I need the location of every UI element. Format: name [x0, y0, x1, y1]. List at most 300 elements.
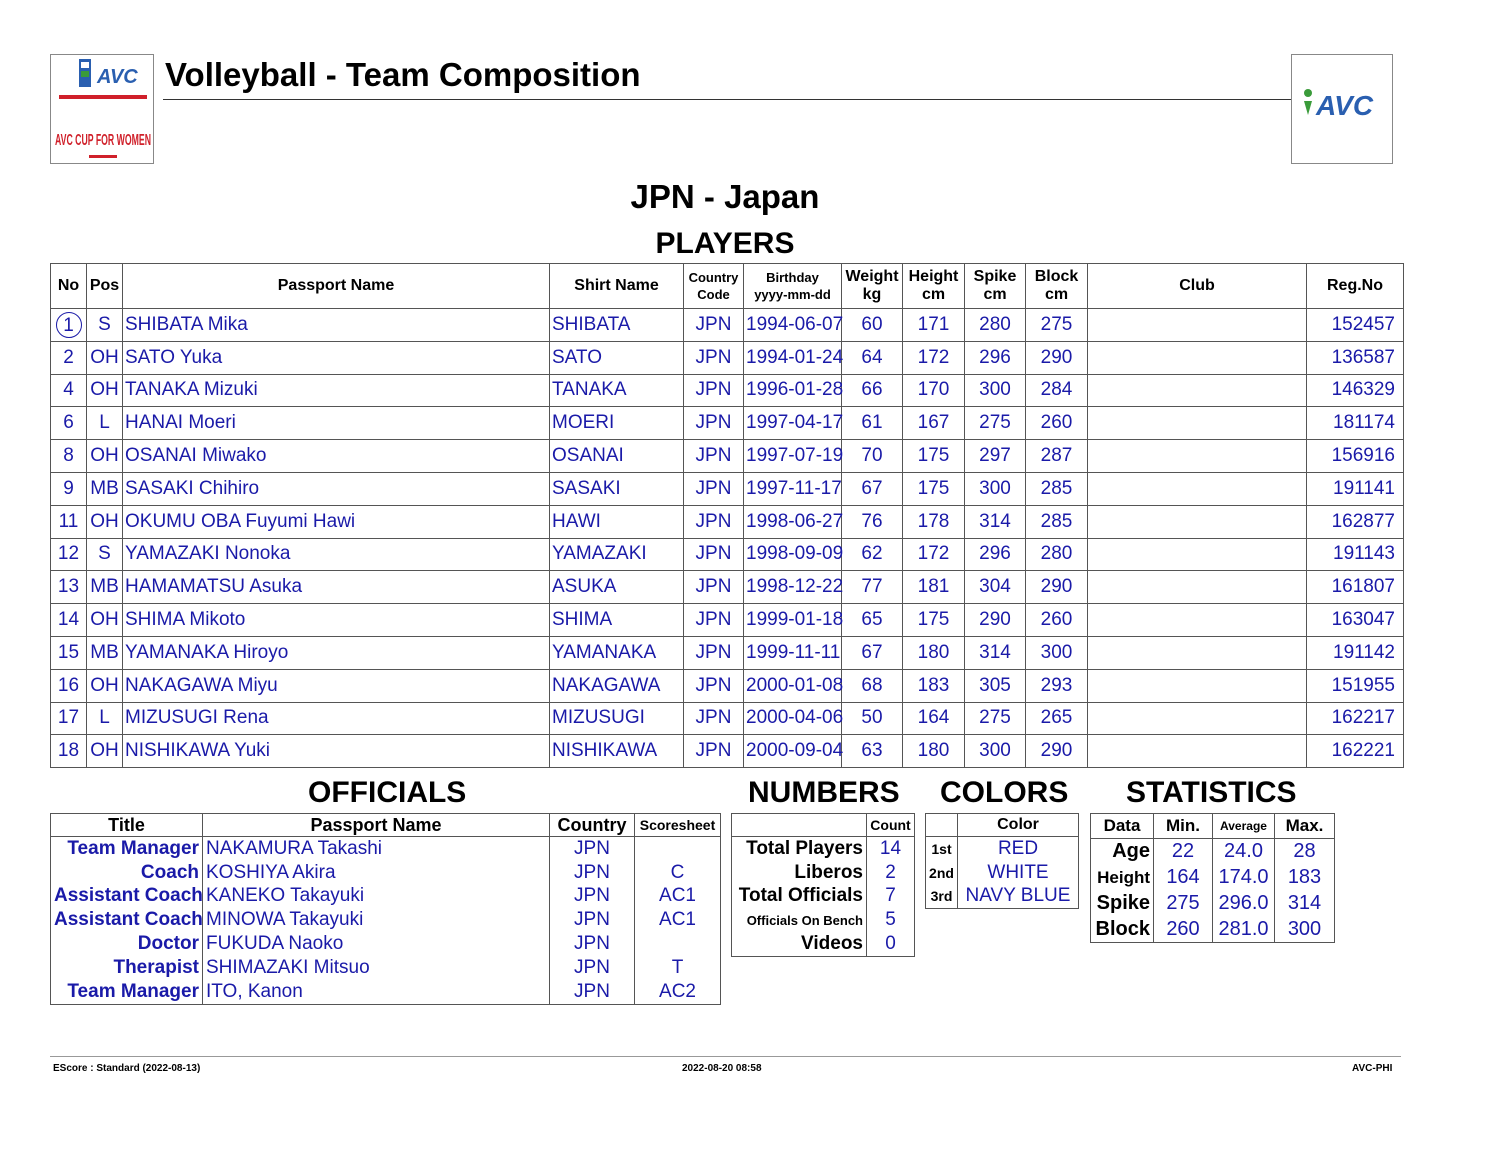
colors-header-blank [926, 814, 958, 837]
player-country: JPN [684, 571, 744, 604]
player-block: 285 [1026, 472, 1088, 505]
player-spike: 275 [965, 407, 1026, 440]
statistics-row [1091, 916, 1335, 942]
official-scoresheet: C [635, 861, 721, 885]
player-birthday: 2000-01-08 [744, 669, 842, 702]
player-weight: 64 [842, 341, 903, 374]
official-row [51, 956, 721, 980]
statistics-label: Block [1091, 916, 1154, 942]
player-height: 175 [903, 440, 965, 473]
player-reg-no: 136587 [1307, 341, 1404, 374]
numbers-table [731, 813, 915, 957]
header-color: Color [958, 814, 1079, 837]
player-number: 6 [51, 407, 87, 440]
player-number: 13 [51, 571, 87, 604]
player-club [1088, 571, 1307, 604]
official-scoresheet: AC1 [635, 885, 721, 909]
color-value: RED [958, 837, 1079, 861]
statistics-row [1091, 865, 1335, 891]
officials-header-row [51, 814, 721, 837]
player-spike: 300 [965, 472, 1026, 505]
footer-divider [50, 1056, 1401, 1057]
player-passport-name: OSANAI Miwako [123, 440, 550, 473]
header-no: No [51, 264, 87, 309]
header-official-title: Title [51, 814, 203, 837]
player-birthday: 1997-11-17 [744, 472, 842, 505]
header-average: Average [1213, 814, 1275, 839]
color-order: 3rd [926, 885, 958, 909]
header-official-passport: Passport Name [203, 814, 550, 837]
player-club [1088, 309, 1307, 342]
player-club [1088, 505, 1307, 538]
player-reg-no: 161807 [1307, 571, 1404, 604]
numbers-value: 7 [867, 885, 915, 909]
player-passport-name: SHIBATA Mika [123, 309, 550, 342]
player-block: 287 [1026, 440, 1088, 473]
player-birthday: 1997-07-19 [744, 440, 842, 473]
player-number: 4 [51, 374, 87, 407]
player-block: 290 [1026, 341, 1088, 374]
header-reg-no: Reg.No [1307, 264, 1404, 309]
color-order: 1st [926, 837, 958, 861]
player-spike: 300 [965, 735, 1026, 768]
player-row [51, 407, 1404, 440]
player-height: 180 [903, 636, 965, 669]
player-reg-no: 151955 [1307, 669, 1404, 702]
statistics-table [1090, 813, 1335, 943]
numbers-row [732, 908, 915, 932]
statistics-average: 174.0 [1213, 865, 1275, 891]
player-spike: 304 [965, 571, 1026, 604]
player-height: 175 [903, 472, 965, 505]
statistics-min: 260 [1154, 916, 1213, 942]
player-weight: 65 [842, 604, 903, 637]
official-country: JPN [550, 980, 635, 1004]
player-number: 2 [51, 341, 87, 374]
player-number: 8 [51, 440, 87, 473]
player-weight: 63 [842, 735, 903, 768]
player-shirt-name: YAMAZAKI [550, 538, 684, 571]
official-title: Therapist [51, 956, 203, 980]
player-passport-name: SATO Yuka [123, 341, 550, 374]
player-reg-no: 191141 [1307, 472, 1404, 505]
player-weight: 61 [842, 407, 903, 440]
player-reg-no: 163047 [1307, 604, 1404, 637]
player-row [51, 538, 1404, 571]
header-weight: Weight kg [842, 264, 903, 309]
player-block: 260 [1026, 407, 1088, 440]
player-spike: 296 [965, 538, 1026, 571]
player-row [51, 571, 1404, 604]
footer-timestamp: 2022-08-20 08:58 [682, 1063, 762, 1074]
player-number: 16 [51, 669, 87, 702]
player-country: JPN [684, 735, 744, 768]
player-reg-no: 162877 [1307, 505, 1404, 538]
official-title: Team Manager [51, 980, 203, 1004]
player-weight: 67 [842, 472, 903, 505]
statistics-row [1091, 891, 1335, 917]
player-spike: 314 [965, 505, 1026, 538]
player-weight: 50 [842, 702, 903, 735]
player-height: 164 [903, 702, 965, 735]
header-pos: Pos [87, 264, 123, 309]
official-row [51, 980, 721, 1004]
player-weight: 76 [842, 505, 903, 538]
official-country: JPN [550, 908, 635, 932]
player-position: OH [87, 341, 123, 374]
official-scoresheet: AC2 [635, 980, 721, 1004]
player-row [51, 309, 1404, 342]
color-row [926, 861, 1079, 885]
player-reg-no: 181174 [1307, 407, 1404, 440]
official-row [51, 837, 721, 861]
statistics-min: 164 [1154, 865, 1213, 891]
player-spike: 300 [965, 374, 1026, 407]
colors-table [925, 813, 1079, 909]
event-logo-text: AVC CUP FOR WOMEN [55, 132, 151, 149]
player-shirt-name: SASAKI [550, 472, 684, 505]
color-value: WHITE [958, 861, 1079, 885]
player-weight: 62 [842, 538, 903, 571]
player-passport-name: MIZUSUGI Rena [123, 702, 550, 735]
players-header-row [51, 264, 1404, 309]
header-country-code: Country Code [684, 264, 744, 309]
player-position: MB [87, 472, 123, 505]
numbers-label: Total Officials [732, 885, 867, 909]
avc-logo [1291, 54, 1393, 164]
player-shirt-name: MIZUSUGI [550, 702, 684, 735]
player-country: JPN [684, 440, 744, 473]
official-title: Team Manager [51, 837, 203, 861]
player-height: 170 [903, 374, 965, 407]
player-row [51, 669, 1404, 702]
player-country: JPN [684, 341, 744, 374]
title-divider [163, 99, 1291, 100]
official-country: JPN [550, 861, 635, 885]
player-weight: 68 [842, 669, 903, 702]
player-birthday: 1998-09-09 [744, 538, 842, 571]
player-height: 175 [903, 604, 965, 637]
player-shirt-name: MOERI [550, 407, 684, 440]
officials-section-title: OFFICIALS [308, 776, 467, 809]
player-country: JPN [684, 604, 744, 637]
player-country: JPN [684, 702, 744, 735]
player-position: OH [87, 374, 123, 407]
footer-code: AVC-PHI [1352, 1063, 1393, 1074]
official-title: Assistant Coach [51, 885, 203, 909]
statistics-header-row [1091, 814, 1335, 839]
numbers-label: Officials On Bench [732, 908, 867, 932]
player-number: 11 [51, 505, 87, 538]
header-height: Height cm [903, 264, 965, 309]
player-height: 172 [903, 538, 965, 571]
player-shirt-name: SHIBATA [550, 309, 684, 342]
statistics-max: 28 [1275, 839, 1335, 865]
statistics-min: 22 [1154, 839, 1213, 865]
players-section-title: PLAYERS [655, 227, 795, 260]
player-height: 180 [903, 735, 965, 768]
player-position: OH [87, 604, 123, 637]
document-title: Volleyball - Team Composition [165, 56, 641, 93]
color-order: 2nd [926, 861, 958, 885]
player-spike: 305 [965, 669, 1026, 702]
player-position: L [87, 702, 123, 735]
player-row [51, 341, 1404, 374]
player-country: JPN [684, 407, 744, 440]
player-passport-name: SASAKI Chihiro [123, 472, 550, 505]
header-passport-name: Passport Name [123, 264, 550, 309]
player-spike: 314 [965, 636, 1026, 669]
player-row [51, 702, 1404, 735]
player-spike: 280 [965, 309, 1026, 342]
numbers-value: 14 [867, 837, 915, 861]
player-weight: 77 [842, 571, 903, 604]
header-club: Club [1088, 264, 1307, 309]
player-passport-name: YAMANAKA Hiroyo [123, 636, 550, 669]
player-height: 178 [903, 505, 965, 538]
player-reg-no: 152457 [1307, 309, 1404, 342]
player-reg-no: 146329 [1307, 374, 1404, 407]
official-passport-name: MINOWA Takayuki [206, 909, 364, 931]
player-block: 290 [1026, 571, 1088, 604]
player-passport-name: YAMAZAKI Nonoka [123, 538, 550, 571]
player-spike: 290 [965, 604, 1026, 637]
numbers-section-title: NUMBERS [748, 776, 900, 809]
header-spike: Spike cm [965, 264, 1026, 309]
player-country: JPN [684, 636, 744, 669]
player-position: S [87, 309, 123, 342]
player-row [51, 636, 1404, 669]
player-height: 183 [903, 669, 965, 702]
official-passport-name: NAKAMURA Takashi [206, 837, 382, 859]
player-passport-name: TANAKA Mizuki [123, 374, 550, 407]
numbers-value: 5 [867, 908, 915, 932]
official-row [51, 885, 721, 909]
player-passport-name: NISHIKAWA Yuki [123, 735, 550, 768]
player-shirt-name: SHIMA [550, 604, 684, 637]
player-club [1088, 440, 1307, 473]
color-value: NAVY BLUE [958, 885, 1079, 909]
player-birthday: 2000-09-04 [744, 735, 842, 768]
player-shirt-name: NAKAGAWA [550, 669, 684, 702]
player-position: MB [87, 571, 123, 604]
player-spike: 296 [965, 341, 1026, 374]
statistics-label: Height [1091, 865, 1154, 891]
player-block: 293 [1026, 669, 1088, 702]
statistics-min: 275 [1154, 891, 1213, 917]
official-country: JPN [550, 885, 635, 909]
officials-table [50, 813, 721, 1005]
footer-software: EScore : Standard (2022-08-13) [53, 1063, 201, 1074]
statistics-max: 183 [1275, 865, 1335, 891]
official-passport-name: SHIMAZAKI Mitsuo [206, 956, 370, 978]
player-birthday: 1994-06-07 [744, 309, 842, 342]
header-min: Min. [1154, 814, 1213, 839]
player-passport-name: HAMAMATSU Asuka [123, 571, 550, 604]
player-row [51, 374, 1404, 407]
player-club [1088, 407, 1307, 440]
player-block: 284 [1026, 374, 1088, 407]
player-position: L [87, 407, 123, 440]
player-birthday: 1994-01-24 [744, 341, 842, 374]
player-number: 15 [51, 636, 87, 669]
official-scoresheet [635, 837, 721, 861]
player-birthday: 1998-06-27 [744, 505, 842, 538]
player-passport-name: HANAI Moeri [123, 407, 550, 440]
player-position: OH [87, 735, 123, 768]
numbers-header-row [732, 814, 915, 837]
player-club [1088, 604, 1307, 637]
player-club [1088, 472, 1307, 505]
player-club [1088, 374, 1307, 407]
official-title: Assistant Coach [51, 908, 203, 932]
header-official-country: Country [550, 814, 635, 837]
player-number: 17 [51, 702, 87, 735]
player-shirt-name: OSANAI [550, 440, 684, 473]
official-country: JPN [550, 956, 635, 980]
player-height: 172 [903, 341, 965, 374]
player-shirt-name: YAMANAKA [550, 636, 684, 669]
avc-logo-text: AVC [1316, 90, 1374, 121]
numbers-row [732, 885, 915, 909]
header-shirt-name: Shirt Name [550, 264, 684, 309]
player-reg-no: 162217 [1307, 702, 1404, 735]
player-reg-no: 191142 [1307, 636, 1404, 669]
player-number: 18 [51, 735, 87, 768]
header-birthday: Birthday yyyy-mm-dd [744, 264, 842, 309]
player-club [1088, 702, 1307, 735]
statistics-average: 281.0 [1213, 916, 1275, 942]
official-scoresheet: AC1 [635, 908, 721, 932]
player-reg-no: 156916 [1307, 440, 1404, 473]
player-row [51, 604, 1404, 637]
captain-number: 1 [56, 312, 82, 338]
player-number: 9 [51, 472, 87, 505]
player-shirt-name: HAWI [550, 505, 684, 538]
header-block: Block cm [1026, 264, 1088, 309]
player-birthday: 2000-04-06 [744, 702, 842, 735]
player-height: 181 [903, 571, 965, 604]
svg-text:AVC: AVC [97, 66, 138, 88]
official-row [51, 861, 721, 885]
color-row [926, 837, 1079, 861]
player-club [1088, 735, 1307, 768]
player-country: JPN [684, 374, 744, 407]
header-max: Max. [1275, 814, 1335, 839]
player-passport-name: OKUMU OBA Fuyumi Hawi [123, 505, 550, 538]
player-row [51, 505, 1404, 538]
player-birthday: 1998-12-22 [744, 571, 842, 604]
statistics-label: Age [1091, 839, 1154, 865]
player-birthday: 1999-01-18 [744, 604, 842, 637]
player-block: 300 [1026, 636, 1088, 669]
statistics-average: 24.0 [1213, 839, 1275, 865]
player-passport-name: NAKAGAWA Miyu [123, 669, 550, 702]
official-row [51, 932, 721, 956]
official-scoresheet [635, 932, 721, 956]
player-shirt-name: TANAKA [550, 374, 684, 407]
player-club [1088, 669, 1307, 702]
player-position: S [87, 538, 123, 571]
statistics-max: 314 [1275, 891, 1335, 917]
player-position: OH [87, 669, 123, 702]
player-block: 265 [1026, 702, 1088, 735]
player-shirt-name: SATO [550, 341, 684, 374]
player-shirt-name: ASUKA [550, 571, 684, 604]
player-club [1088, 636, 1307, 669]
player-number: 12 [51, 538, 87, 571]
player-country: JPN [684, 472, 744, 505]
official-title: Doctor [51, 932, 203, 956]
official-country: JPN [550, 837, 635, 861]
player-weight: 70 [842, 440, 903, 473]
player-row [51, 440, 1404, 473]
player-birthday: 1996-01-28 [744, 374, 842, 407]
statistics-average: 296.0 [1213, 891, 1275, 917]
player-spike: 275 [965, 702, 1026, 735]
statistics-label: Spike [1091, 891, 1154, 917]
player-height: 167 [903, 407, 965, 440]
player-number [51, 309, 87, 342]
player-position: OH [87, 505, 123, 538]
numbers-label: Liberos [732, 861, 867, 885]
official-passport-name: KOSHIYA Akira [206, 861, 336, 883]
player-block: 285 [1026, 505, 1088, 538]
numbers-header-blank [732, 814, 867, 837]
player-position: MB [87, 636, 123, 669]
player-shirt-name: NISHIKAWA [550, 735, 684, 768]
statistics-section-title: STATISTICS [1126, 776, 1297, 809]
official-row [51, 908, 721, 932]
player-weight: 66 [842, 374, 903, 407]
player-position: OH [87, 440, 123, 473]
player-birthday: 1997-04-17 [744, 407, 842, 440]
color-row [926, 885, 1079, 909]
player-country: JPN [684, 669, 744, 702]
colors-section-title: COLORS [940, 776, 1069, 809]
colors-header-row [926, 814, 1079, 837]
team-title: JPN - Japan [630, 178, 820, 215]
player-country: JPN [684, 505, 744, 538]
player-row [51, 472, 1404, 505]
header-count: Count [867, 814, 915, 837]
player-country: JPN [684, 538, 744, 571]
player-birthday: 1999-11-11 [744, 636, 842, 669]
player-height: 171 [903, 309, 965, 342]
statistics-max: 300 [1275, 916, 1335, 942]
event-logo [50, 54, 154, 164]
numbers-label: Total Players [732, 837, 867, 861]
official-passport-name: KANEKO Takayuki [206, 885, 365, 907]
official-country: JPN [550, 932, 635, 956]
header-data: Data [1091, 814, 1154, 839]
official-title: Coach [51, 861, 203, 885]
player-weight: 60 [842, 309, 903, 342]
player-reg-no: 191143 [1307, 538, 1404, 571]
players-table [50, 263, 1404, 768]
player-block: 290 [1026, 735, 1088, 768]
player-row [51, 735, 1404, 768]
player-weight: 67 [842, 636, 903, 669]
player-block: 280 [1026, 538, 1088, 571]
header-official-scoresheet: Scoresheet [635, 814, 721, 837]
player-spike: 297 [965, 440, 1026, 473]
player-club [1088, 341, 1307, 374]
numbers-row [732, 861, 915, 885]
player-number: 14 [51, 604, 87, 637]
numbers-value: 0 [867, 932, 915, 956]
numbers-value: 2 [867, 861, 915, 885]
